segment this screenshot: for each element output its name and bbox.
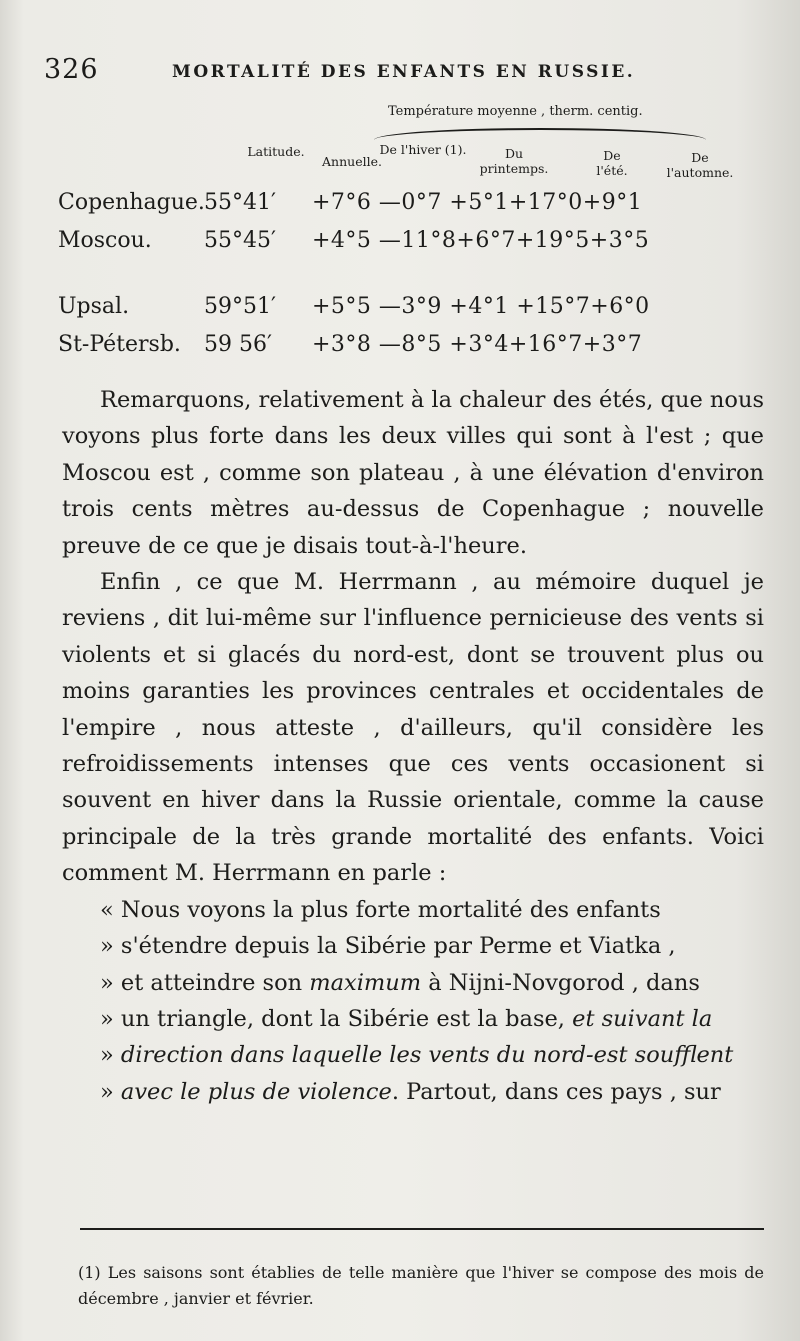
- column-heading-winter: De l'hiver (1).: [379, 142, 467, 157]
- page-header: [44, 54, 760, 88]
- quotation: [62, 892, 764, 1110]
- quote-text: » un triangle, dont la Sibérie est la base,: [100, 1005, 573, 1032]
- body-text: [62, 382, 764, 1110]
- footnote: (1) Les saisons sont établies de telle manière que l'hiver se compose des mois de décembre , janvier et février.: [78, 1263, 764, 1308]
- quote-line: [62, 965, 764, 1001]
- table-brace: [374, 128, 706, 140]
- paragraph-remarks: Remarquons, relativement à la chaleur des étés, que nous voyons plus forte dans les deux villes qui sont à l'est ; que Moscou est , comme son plateau , à une élévation d'environ trois cents mètres au-dessus de Copenhague ; nouvelle preuve de ce que je disais tout-à-l'heure.: [62, 387, 764, 559]
- table-row: [58, 228, 770, 260]
- column-heading-autumn: De l'automne.: [666, 150, 734, 180]
- table-group-heading: Température moyenne , therm. centig.: [388, 104, 643, 119]
- quote-line: [62, 1001, 764, 1037]
- quote-italic: avec le plus de violence: [120, 1078, 392, 1105]
- column-heading-summer: De l'été.: [596, 148, 628, 178]
- temperature-values: +5°5 —3°9 +4°1 +15°7+6°0: [312, 294, 650, 319]
- table-row: [58, 190, 770, 222]
- city-name: St-Pétersb.: [58, 332, 181, 357]
- city-name: Upsal.: [58, 294, 130, 319]
- paragraph-herrmann: Enfin , ce que M. Herrmann , au mémoire duquel je reviens , dit lui-même sur l'influence pernicieuse des vents si violents et si glacés du nord-est, dont se trouvent plus ou moins garanties les provinces centrales et occidentales de l'empire , nous atteste , d'ailleurs, qu'il considère les refroidissements intenses que ces vents occasionent si souvent en hiver dans la Russie orientale, comme la cause principale de la très grande mortalité des enfants. Voici comment M. Herrmann en parle :: [62, 569, 764, 887]
- temperature-values: +3°8 —8°5 +3°4+16°7+3°7: [312, 332, 643, 357]
- quote-line: » s'étendre depuis la Sibérie par Perme et Viatka ,: [100, 933, 676, 960]
- latitude-value: 55°45′: [204, 228, 276, 253]
- quote-italic: et suivant la: [572, 1005, 713, 1032]
- latitude-value: 59°51′: [204, 294, 276, 319]
- column-heading-spring: Du printemps.: [479, 146, 549, 176]
- quote-italic: direction dans laquelle les vents du nord-est soufflent: [120, 1042, 734, 1069]
- quote-text: »: [100, 1042, 121, 1069]
- temperature-table: [58, 98, 770, 368]
- temperature-values: +7°6 —0°7 +5°1+17°0+9°1: [312, 190, 643, 215]
- quote-text: » et atteindre son: [100, 969, 310, 996]
- latitude-value: 59 56′: [204, 332, 272, 357]
- page-number: 326: [44, 54, 99, 85]
- column-heading-latitude: Latitude.: [247, 144, 305, 159]
- quote-line: [62, 1037, 764, 1073]
- table-row: [58, 294, 770, 326]
- quote-text: »: [100, 1078, 121, 1105]
- quote-line: « Nous voyons la plus forte mortalité des enfants: [100, 896, 661, 923]
- temperature-values: +4°5 —11°8+6°7+19°5+3°5: [312, 228, 650, 253]
- column-heading-annual: Annuelle.: [322, 154, 382, 169]
- running-title: MORTALITÉ DES ENFANTS EN RUSSIE.: [172, 62, 636, 82]
- quote-text: . Partout, dans ces pays , sur: [391, 1078, 721, 1105]
- city-name: Copenhague.: [58, 190, 205, 215]
- quote-line: [62, 1074, 764, 1110]
- table-row: [58, 332, 770, 364]
- quote-italic: maximum: [309, 969, 422, 996]
- city-name: Moscou.: [58, 228, 152, 253]
- quote-text: à Nijni-Novgorod , dans: [421, 969, 700, 996]
- latitude-value: 55°41′: [204, 190, 276, 215]
- footnote-rule: [80, 1228, 764, 1230]
